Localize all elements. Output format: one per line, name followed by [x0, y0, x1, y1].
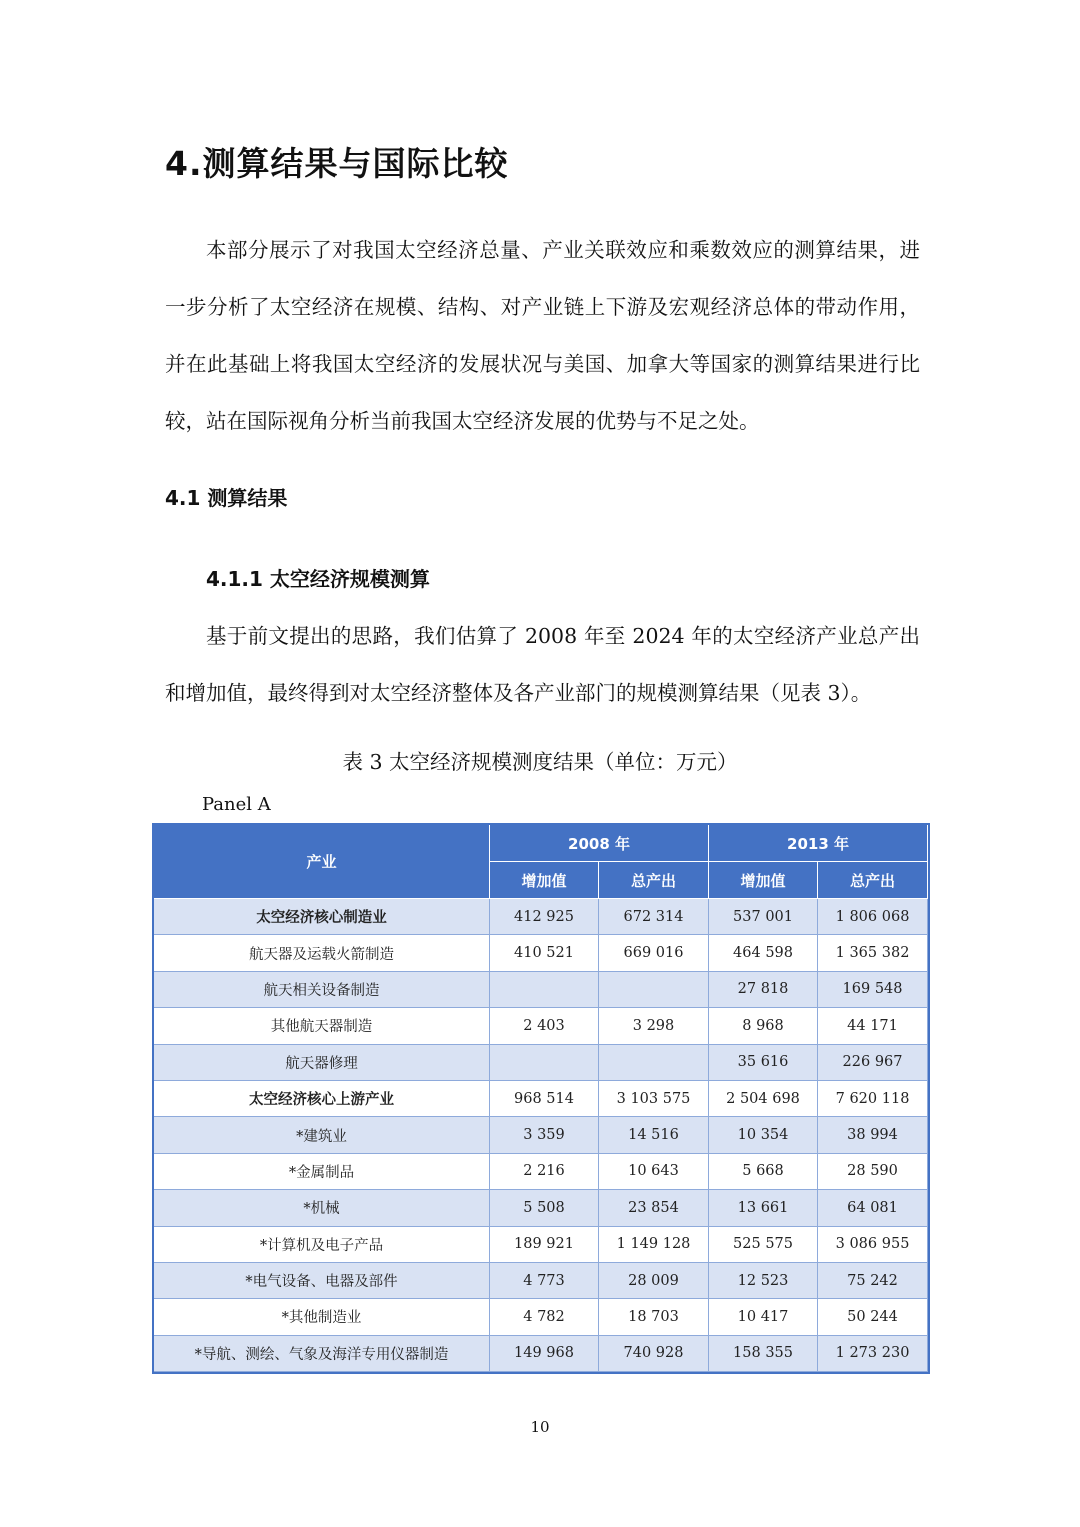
- cell-value: 672 314: [599, 899, 709, 935]
- table-row: [154, 1335, 928, 1371]
- table-row: [154, 935, 928, 971]
- header-value-added-2008: 增加值: [490, 862, 599, 899]
- panel-label: Panel A: [202, 794, 271, 815]
- cell-value: 5 508: [490, 1190, 599, 1226]
- row-industry: *机械: [154, 1190, 490, 1226]
- table-row: [154, 1226, 928, 1262]
- cell-value: 23 854: [599, 1190, 709, 1226]
- cell-value: 18 703: [599, 1299, 709, 1335]
- cell-value: 1 273 230: [818, 1335, 928, 1371]
- cell-value: 149 968: [490, 1335, 599, 1371]
- row-industry: *导航、测绘、气象及海洋专用仪器制造: [154, 1335, 490, 1371]
- header-total-output-2008: 总产出: [599, 862, 709, 899]
- table-row: [154, 1080, 928, 1116]
- row-industry: *计算机及电子产品: [154, 1226, 490, 1262]
- cell-value: 38 994: [818, 1117, 928, 1153]
- cell-value: 226 967: [818, 1044, 928, 1080]
- cell-value: 2 216: [490, 1153, 599, 1189]
- cell-value: 1 149 128: [599, 1226, 709, 1262]
- cell-value: 35 616: [709, 1044, 818, 1080]
- cell-value: 169 548: [818, 971, 928, 1007]
- table-row: [154, 899, 928, 935]
- cell-value: 44 171: [818, 1008, 928, 1044]
- row-industry: 太空经济核心上游产业: [154, 1080, 490, 1116]
- cell-value: 2 403: [490, 1008, 599, 1044]
- table-caption: 表 3 太空经济规模测度结果（单位：万元）: [342, 750, 738, 774]
- cell-value: [490, 1044, 599, 1080]
- row-industry: *其他制造业: [154, 1299, 490, 1335]
- cell-value: 50 244: [818, 1299, 928, 1335]
- cell-value: 64 081: [818, 1190, 928, 1226]
- cell-value: 189 921: [490, 1226, 599, 1262]
- cell-value: [599, 1044, 709, 1080]
- row-industry: *金属制品: [154, 1153, 490, 1189]
- table-row: [154, 1008, 928, 1044]
- cell-value: 1 365 382: [818, 935, 928, 971]
- cell-value: 10 417: [709, 1299, 818, 1335]
- table-row: [154, 1299, 928, 1335]
- row-industry: 其他航天器制造: [154, 1008, 490, 1044]
- cell-value: 28 590: [818, 1153, 928, 1189]
- section-heading-4-1-1: 4.1.1 太空经济规模测算: [206, 567, 430, 591]
- cell-value: 4 782: [490, 1299, 599, 1335]
- table-row: [154, 1117, 928, 1153]
- table-row: [154, 1262, 928, 1298]
- section-heading-4-1: 4.1 测算结果: [165, 486, 288, 510]
- table-row: [154, 1190, 928, 1226]
- cell-value: 464 598: [709, 935, 818, 971]
- row-industry: 航天相关设备制造: [154, 971, 490, 1007]
- cell-value: 2 504 698: [709, 1080, 818, 1116]
- cell-value: 10 643: [599, 1153, 709, 1189]
- row-industry: 航天器及运载火箭制造: [154, 935, 490, 971]
- cell-value: 14 516: [599, 1117, 709, 1153]
- cell-value: 3 359: [490, 1117, 599, 1153]
- cell-value: 75 242: [818, 1262, 928, 1298]
- cell-value: 4 773: [490, 1262, 599, 1298]
- cell-value: 412 925: [490, 899, 599, 935]
- row-industry: 航天器修理: [154, 1044, 490, 1080]
- space-economy-table: [153, 824, 928, 1372]
- cell-value: 410 521: [490, 935, 599, 971]
- cell-value: 3 103 575: [599, 1080, 709, 1116]
- cell-value: 1 806 068: [818, 899, 928, 935]
- cell-value: 8 968: [709, 1008, 818, 1044]
- cell-value: 537 001: [709, 899, 818, 935]
- cell-value: 28 009: [599, 1262, 709, 1298]
- cell-value: 13 661: [709, 1190, 818, 1226]
- header-total-output-2013: 总产出: [818, 862, 928, 899]
- table-row: [154, 1153, 928, 1189]
- intro-paragraph: 本部分展示了对我国太空经济总量、产业关联效应和乘数效应的测算结果，进一步分析了太空经济在规模、结构、对产业链上下游及宏观经济总体的带动作用，并在此基础上将我国太空经济的发展状况与美国、加拿大等国家的测算结果进行比较，站在国际视角分析当前我国太空经济发展的优势与不足之处。: [165, 238, 920, 433]
- table-row: [154, 1044, 928, 1080]
- header-industry: 产业: [154, 825, 490, 899]
- body-paragraph: 基于前文提出的思路，我们估算了 2008 年至 2024 年的太空经济产业总产出和增加值，最终得到对太空经济整体及各产业部门的规模测算结果（见表 3）。: [165, 624, 920, 705]
- cell-value: 968 514: [490, 1080, 599, 1116]
- cell-value: 27 818: [709, 971, 818, 1007]
- cell-value: 3 086 955: [818, 1226, 928, 1262]
- page-number: 10: [530, 1418, 550, 1436]
- cell-value: 3 298: [599, 1008, 709, 1044]
- header-year-2008: 2008 年: [490, 825, 709, 862]
- cell-value: 10 354: [709, 1117, 818, 1153]
- row-industry: *电气设备、电器及部件: [154, 1262, 490, 1298]
- cell-value: [599, 971, 709, 1007]
- cell-value: 12 523: [709, 1262, 818, 1298]
- header-value-added-2013: 增加值: [709, 862, 818, 899]
- header-year-2013: 2013 年: [709, 825, 928, 862]
- cell-value: [490, 971, 599, 1007]
- cell-value: 740 928: [599, 1335, 709, 1371]
- cell-value: 669 016: [599, 935, 709, 971]
- cell-value: 158 355: [709, 1335, 818, 1371]
- cell-value: 7 620 118: [818, 1080, 928, 1116]
- table-row: [154, 971, 928, 1007]
- row-industry: *建筑业: [154, 1117, 490, 1153]
- cell-value: 5 668: [709, 1153, 818, 1189]
- page-heading: 4.测算结果与国际比较: [165, 144, 509, 183]
- cell-value: 525 575: [709, 1226, 818, 1262]
- row-industry: 太空经济核心制造业: [154, 899, 490, 935]
